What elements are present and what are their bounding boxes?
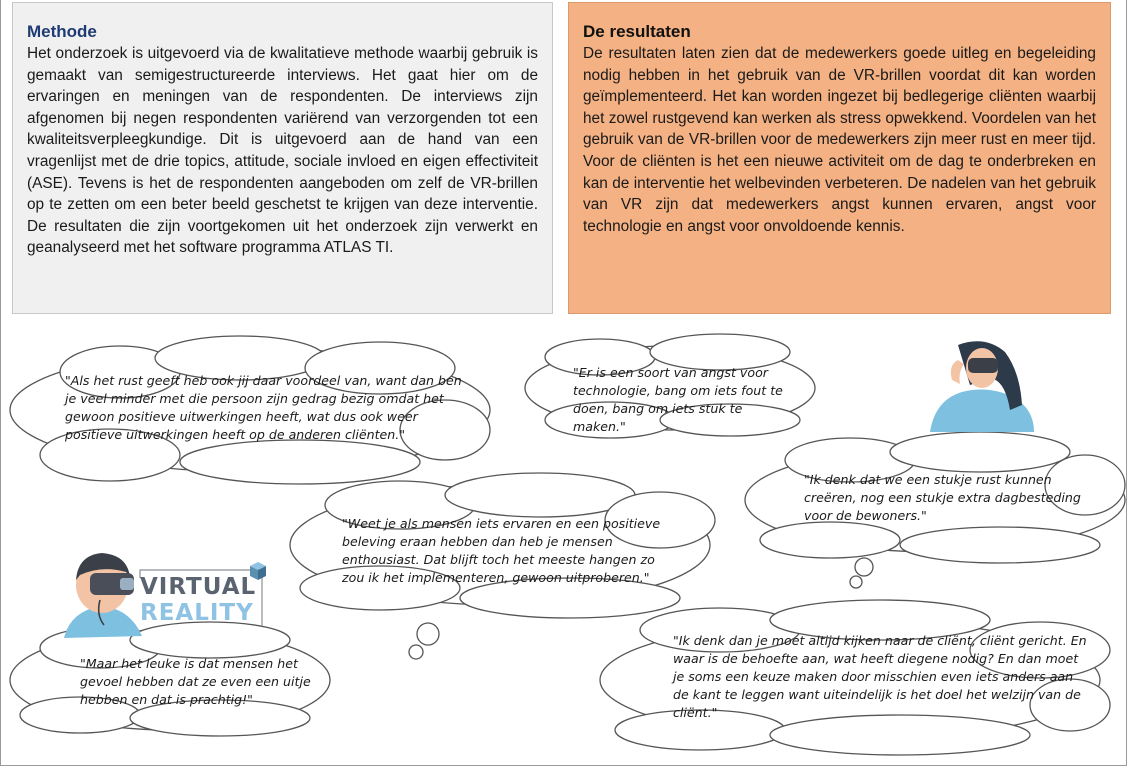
quote-2: "Er is een soort van angst voor technologie, bang om iets fout te doen, bang om iets stuk te maken."	[573, 365, 783, 434]
resultaten-body: De resultaten laten zien dat de medewerkers goede uitleg en begeleiding nodig hebben in het gebruik van de VR-brillen voordat dit kan worden geïmplementeerd. Het kan worden ingezet bij bedlegerige cliënten waarbij het zowel rustgevend kan werken als stress opwekkend. Voordelen van het gebruik van de VR-brillen voor de medewerkers zijn meer rust en meer tijd. Voor de cliënten is het een nieuwe activiteit om de dag te onderbreken en kan de interventie het welbevinden verbeteren. De nadelen van het gebruik van VR zijn dat medewerkers angst kunnen ervaren, angst voor technologie en angst voor onvoldoende kennis.	[583, 45, 1096, 235]
woman-vr-icon	[930, 341, 1034, 432]
man-vr-icon	[64, 553, 142, 638]
logo-reality: REALITY	[140, 600, 254, 626]
quote-6: "Ik denk dan je moet altijd kijken naar de cliënt, cliënt gericht. En waar is de behoefte aan, wat heeft diegene nodig? En dan moet je soms een keuze maken door misschien even iets anders aan de kant te leggen want uiteindelijk is het doel het welzijn van de cliënt."	[673, 633, 1087, 720]
quote-5: "Maar het leuke is dat mensen het gevoel hebben dat ze even een uitje hebben en dat is prachtig!"	[80, 656, 311, 707]
logo-virtual: VIRTUAL	[140, 574, 257, 600]
quote-1: "Als het rust geeft heb ook jij daar voordeel van, want dan ben je veel minder met die persoon zijn gedrag bezig omdat het gewoon positieve uitwerkingen heeft, wat dus ook weer positieve uitwerkingen heeft op de anderen cliënten."	[65, 373, 462, 442]
resultaten-title: De resultaten	[583, 22, 691, 41]
quote-3: "Ik denk dat we een stukje rust kunnen creëren, nog een stukje extra dagbesteding voor de bewoners."	[804, 472, 1081, 523]
methode-title: Methode	[27, 22, 97, 41]
quote-4: "Weet je als mensen iets ervaren en een positieve beleving eraan hebben dan heb je mensen enthousiast. Dat blijft toch het meeste hangen zo zou ik het implementeren, gewoon uitproberen."	[342, 516, 661, 585]
methode-body: Het onderzoek is uitgevoerd via de kwalitatieve methode waarbij gebruik is gemaakt van semigestructureerde interviews. Het gaat hier om de ervaringen en meningen van de respondenten. De interviews zijn afgenomen bij negen respondenten variërend van verzorgenden tot een kwaliteitsverpleegkundige. Dit is uitgevoerd aan de hand van een vragenlijst met de drie topics, attitude, sociale invloed en eigen effectiviteit (ASE). Tevens is het de respondenten aangeboden om zelf de VR-brillen op te zetten om een beter beeld geschetst te krijgen van deze interventie. De resultaten die zijn voortgekomen uit het onderzoek zijn verwerkt en geanalyseerd met het software programma ATLAS TI.	[27, 45, 538, 257]
